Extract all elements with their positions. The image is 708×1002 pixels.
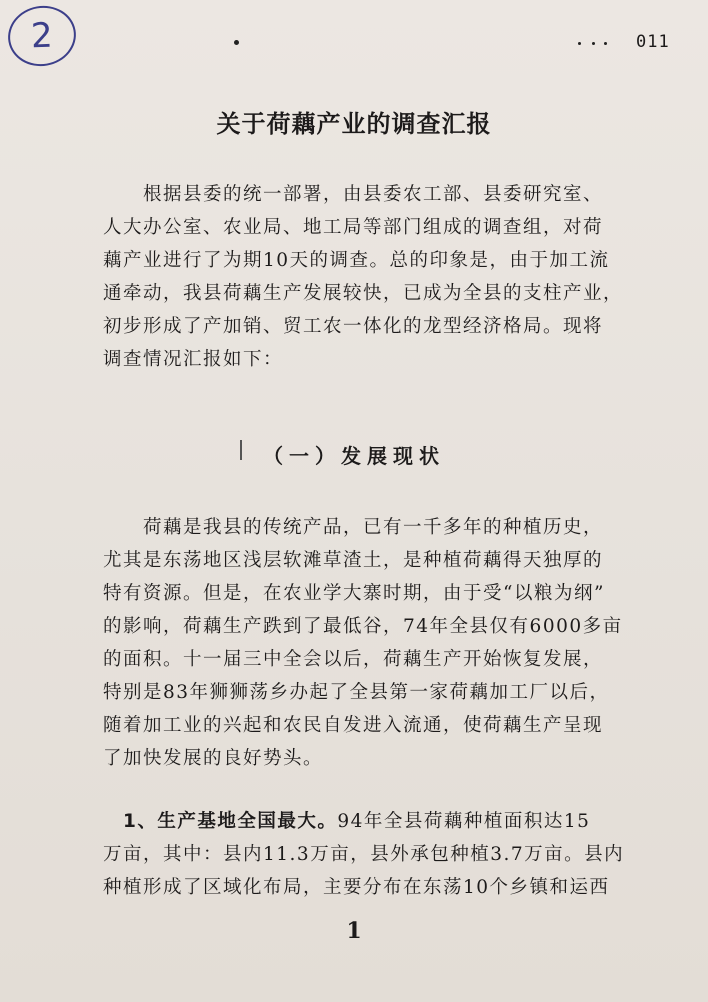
text-line: 随着加工业的兴起和农民自发进入流通，使荷藕生产呈现: [103, 715, 604, 736]
text-line: 根据县委的统一部署，由县委农工部、县委研究室、: [103, 184, 604, 205]
intro-paragraph: [103, 178, 678, 376]
ink-speck: [604, 42, 607, 45]
page-code: 011: [636, 32, 670, 52]
document-title: 关于荷藕产业的调查汇报: [216, 110, 492, 138]
text-line: 调查情况汇报如下：: [103, 349, 284, 370]
item-1-first-line: 94年全县荷藕种植面积达15: [337, 811, 591, 832]
text-line: 的影响，荷藕生产跌到了最低谷，74年全县仅有6000多亩: [103, 616, 623, 637]
page-number: 1: [346, 918, 362, 944]
circled-number: 2: [30, 15, 54, 57]
section-heading: （一）发展现状: [263, 444, 445, 468]
text-line: 尤其是东荡地区浅层软滩草渣土，是种植荷藕得天独厚的: [103, 550, 604, 571]
text-line: 万亩，其中：县内11.3万亩，县外承包种植3.7万亩。县内: [103, 844, 625, 865]
text-line: 了加快发展的良好势头。: [103, 748, 324, 769]
text-line: 通牵动，我县荷藕生产发展较快，已成为全县的支柱产业，: [103, 283, 624, 304]
section-paragraph: [103, 511, 678, 775]
item-1-heading: 1、生产基地全国最大。: [103, 811, 338, 832]
ink-speck: [592, 42, 595, 45]
ink-speck: [234, 40, 239, 45]
text-line: 的面积。十一届三中全会以后，荷藕生产开始恢复发展，: [103, 649, 604, 670]
text-line: 特别是83年狮狮荡乡办起了全县第一家荷藕加工厂以后，: [103, 682, 610, 703]
text-line: [103, 805, 678, 838]
text-line: 藕产业进行了为期10天的调查。总的印象是，由于加工流: [103, 250, 610, 271]
text-line: 特有资源。但是，在农业学大寨时期，由于受“以粮为纲”: [103, 583, 605, 604]
text-line: 初步形成了产加销、贸工农一体化的龙型经济格局。现将: [103, 316, 604, 337]
item-1-paragraph: [103, 805, 678, 904]
text-line: 荷藕是我县的传统产品，已有一千多年的种植历史，: [103, 517, 604, 538]
text-line: 人大办公室、农业局、地工局等部门组成的调查组，对荷: [103, 217, 604, 238]
circled-number-annotation: [3, 1, 80, 72]
ink-speck: [578, 42, 581, 45]
text-line: 种植形成了区域化布局，主要分布在东荡10个乡镇和运西: [103, 877, 610, 898]
